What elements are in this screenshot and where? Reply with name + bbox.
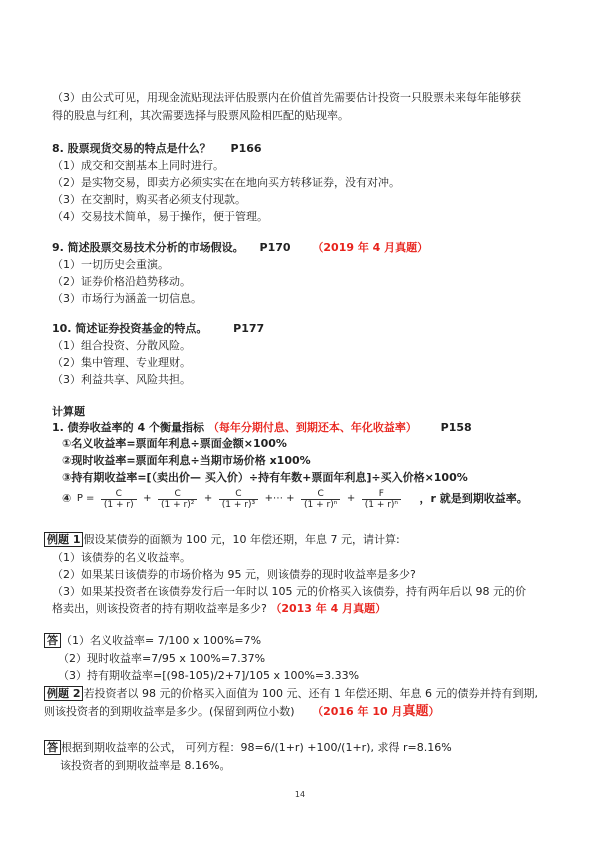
calc-item-1-heading (52, 421, 472, 435)
example-question: （3）如果某投资者在该债券发行后一年时以 105 元的价格买入该债券，持有两年后以 98 元的价 (52, 585, 526, 598)
formula-note: ，r 就是到期收益率。 (419, 492, 528, 505)
question-title: 8. 股票现货交易的特点是什么？ (52, 142, 211, 155)
exam-tag: （2019 年 4 月真题） (312, 241, 429, 254)
example-text-cont: 则该投资者的到期收益率是多少。(保留到两位小数) （2016 年 10 月真题） (44, 704, 440, 719)
formula-ytm: ④ P = $\frac{C}{(1 + r)}$ + $\frac{C}{\text{(1 + r)²}}$ + $\frac{C}{\text{(1 + r)³}}$ +⋯ + $\frac{C}{\text{(1 + r)ⁿ}}$ + $\frac{F}{\text{(1 + r)ⁿ}}$ ，r 就是到期收益率。 (62, 488, 528, 510)
fraction-term-3: $\frac{C}{\text{(1 + r)³}}$ (219, 489, 258, 510)
example-label: 例题 2 (44, 686, 83, 701)
page-ref: P177 (233, 322, 265, 335)
list-item: （3）利益共享、风险共担。 (52, 373, 191, 386)
exam-tag: （2016 年 10 月真题） (312, 704, 440, 719)
example-label: 例题 1 (44, 532, 83, 547)
example-question: （1）该债券的名义收益率。 (52, 551, 191, 564)
question-8-heading (52, 142, 262, 156)
question-9-heading (52, 241, 428, 255)
answer-line: （1）名义收益率= 7/100 x 100%=7% (61, 634, 262, 647)
answer-label: 答 (44, 740, 61, 755)
list-item: （1）组合投资、分散风险。 (52, 339, 191, 352)
answer-label: 答 (44, 633, 61, 648)
example-text: 假设某债券的面额为 100 元，10 年偿还期，年息 7 元，请计算: (83, 533, 400, 546)
answer-line: 该投资者的到期收益率是 8.16%。 (60, 759, 231, 772)
formula-current-yield: ②现时收益率=票面年利息÷当期市场价格 x100% (62, 454, 311, 467)
answer-2 (44, 741, 452, 755)
page-ref: P158 (440, 421, 472, 434)
example-question-cont: 格卖出，则该投资者的持有期收益率是多少? （2013 年 4 月真题） (52, 602, 387, 615)
list-item: （2）集中管理、专业理财。 (52, 356, 191, 369)
fraction-term-n: $\frac{C}{\text{(1 + r)ⁿ}}$ (301, 489, 340, 510)
formula-holding-yield: ③持有期收益率=[（卖出价— 买入价）÷持有年数+票面年利息]÷买入价格×100% (62, 471, 468, 484)
list-item: （4）交易技术简单，易于操作，便于管理。 (52, 210, 268, 223)
fraction-term-2: $\frac{C}{\text{(1 + r)²}}$ (158, 489, 197, 510)
answer-1 (44, 634, 261, 648)
question-10-heading (52, 322, 264, 336)
calc-title: 1. 债券收益率的 4 个衡量指标 (52, 421, 204, 434)
example-2 (44, 687, 538, 701)
answer-line: （2）现时收益率=7/95 x 100%=7.37% (58, 652, 266, 665)
calc-tag: （每年分期付息、到期还本、年化收益率） (207, 421, 417, 434)
list-item: （3）市场行为涵盖一切信息。 (52, 292, 202, 305)
section-heading: 计算题 (52, 405, 85, 418)
answer-line: 根据到期收益率的公式， 可列方程：98=6/(1+r) +100/(1+r), 求得 r=8.16% (61, 741, 452, 754)
list-item: （1）成交和交割基本上同时进行。 (52, 159, 224, 172)
formula-marker: ④ (62, 492, 72, 505)
fraction-term-1: $\frac{C}{(1 + r)}$ (101, 489, 137, 510)
paragraph-line: 得的股息与红利，其次需要选择与股票风险相匹配的贴现率。 (52, 109, 349, 122)
page-number: 14 (294, 790, 306, 799)
formula-nominal-yield: ①名义收益率=票面年利息÷票面金额×100% (62, 437, 287, 450)
example-question: （2）如果某日该债券的市场价格为 95 元，则该债券的现时收益率是多少? (52, 568, 416, 581)
list-item: （1）一切历史会重演。 (52, 258, 169, 271)
example-1 (44, 533, 400, 547)
list-item: （2）是实物交易，即卖方必须实实在在地向买方转移证券，没有对冲。 (52, 176, 400, 189)
page-ref: P166 (230, 142, 262, 155)
formula-lhs: P = (76, 493, 95, 504)
paragraph-line: （3）由公式可见，用现金流贴现法评估股票内在价值首先需要估计投资一只股票未来每年能够获 (52, 91, 521, 104)
question-title: 9. 简述股票交易技术分析的市场假设。 (52, 241, 244, 254)
page-ref: P170 (259, 241, 291, 254)
question-title: 10. 简述证券投资基金的特点。 (52, 322, 208, 335)
answer-line: （3）持有期收益率=[(98-105)/2+7]/105 x 100%=3.33% (58, 669, 360, 682)
example-text: 若投资者以 98 元的价格买入面值为 100 元、还有 1 年偿还期、年息 6 元的债券并持有到期, (83, 687, 538, 700)
list-item: （2）证券价格沿趋势移动。 (52, 275, 191, 288)
exam-tag: （2013 年 4 月真题） (270, 602, 387, 615)
fraction-term-face: $\frac{F}{\text{(1 + r)ⁿ}}$ (362, 489, 401, 510)
list-item: （3）在交割时，购买者必须支付现款。 (52, 193, 246, 206)
